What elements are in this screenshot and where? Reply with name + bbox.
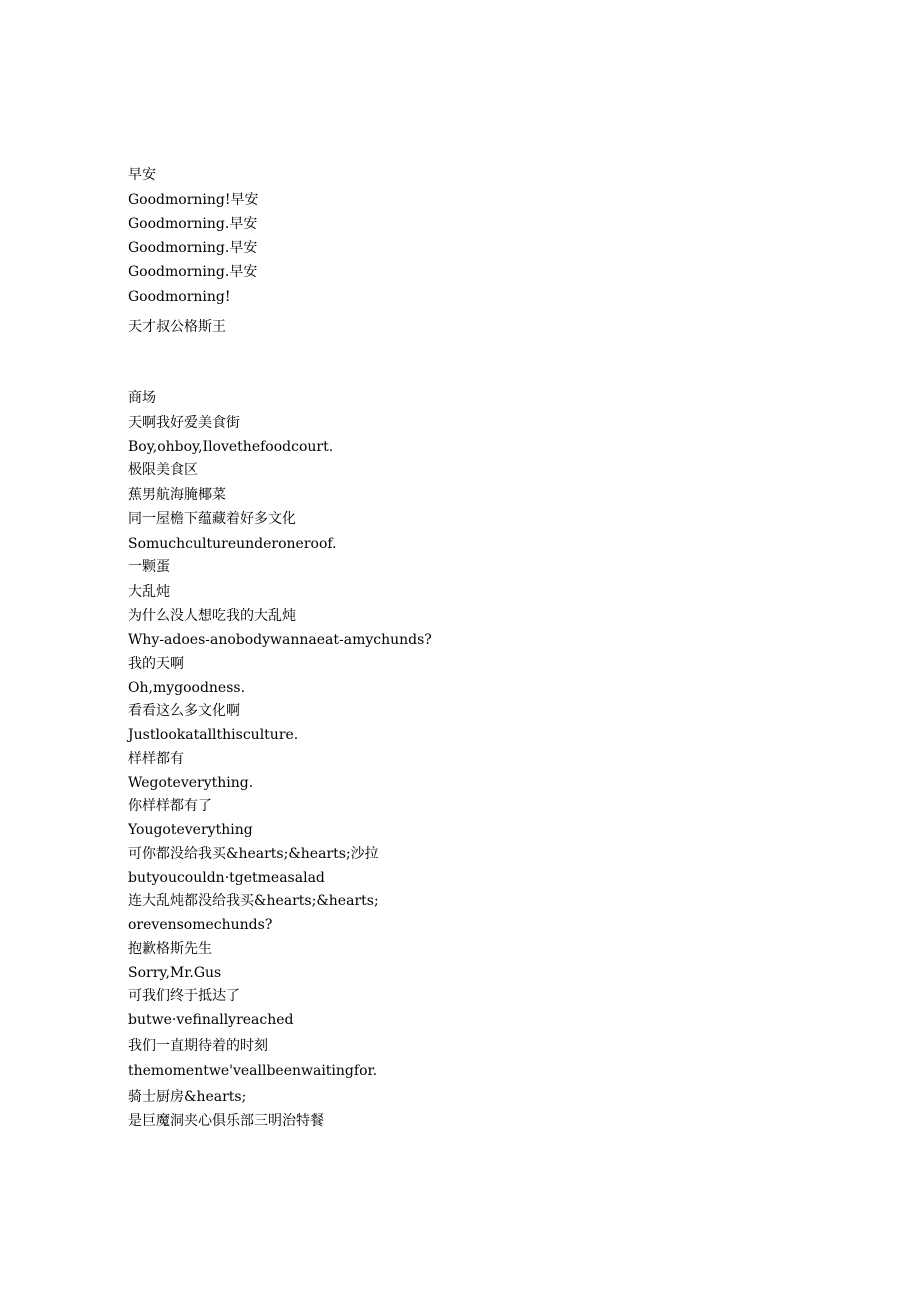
text-line: 为什么没人想吃我的大乱炖 (128, 608, 296, 624)
text-line: orevensomechunds? (128, 917, 273, 933)
text-line: 可我们终于抵达了 (128, 988, 240, 1004)
text-line: Somuchcultureunderoneroof. (128, 536, 337, 552)
text-line: butyoucouldn·tgetmeasalad (128, 870, 325, 886)
text-line: Goodmorning!早安 (128, 192, 259, 208)
text-line: Goodmorning.早安 (128, 264, 258, 280)
text-line: Goodmorning.早安 (128, 216, 258, 232)
text-line: 大乱炖 (128, 584, 170, 600)
text-line: 样样都有 (128, 751, 184, 767)
text-line: 同一屋檐下蕴藏着好多文化 (128, 511, 296, 527)
text-line: 我们一直期待着的时刻 (128, 1038, 268, 1054)
text-line: 连大乱炖都没给我买&hearts;&hearts; (128, 893, 379, 909)
text-line: 商场 (128, 390, 156, 406)
text-line: themomentwe'veallbeenwaitingfor. (128, 1063, 378, 1079)
text-line: Goodmorning.早安 (128, 240, 258, 256)
text-line: Why-adoes-anobodywannaeat-amychunds? (128, 632, 432, 648)
text-line: 我的天啊 (128, 656, 184, 672)
text-line: 抱歉格斯先生 (128, 941, 212, 957)
text-line: 骑士厨房&hearts; (128, 1089, 247, 1105)
text-line: Sorry,Mr.Gus (128, 965, 222, 981)
text-line: Boy,ohboy,Ilovethefoodcourt. (128, 439, 334, 455)
text-line: 你样样都有了 (128, 798, 212, 814)
text-line: Oh,mygoodness. (128, 680, 246, 696)
text-line: Yougoteverything (128, 822, 253, 838)
text-line: 天啊我好爱美食街 (128, 415, 240, 431)
text-line: 早安 (128, 167, 156, 183)
text-line: 一颗蛋 (128, 559, 170, 575)
text-line: 可你都没给我买&hearts;&hearts;沙拉 (128, 846, 379, 862)
text-line: 看看这么多文化啊 (128, 703, 240, 719)
text-line: 极限美食区 (128, 462, 198, 478)
text-line: 是巨魔洞夹心俱乐部三明治特餐 (128, 1113, 324, 1129)
text-line: 蕉男航海腌椰菜 (128, 487, 226, 503)
text-line: butwe·vefinallyreached (128, 1012, 294, 1028)
text-line: Goodmorning! (128, 289, 231, 305)
text-line: 天才叔公格斯王 (128, 319, 226, 335)
text-line: Wegoteverything. (128, 775, 254, 791)
text-line: Justlookatallthisculture. (128, 727, 299, 743)
